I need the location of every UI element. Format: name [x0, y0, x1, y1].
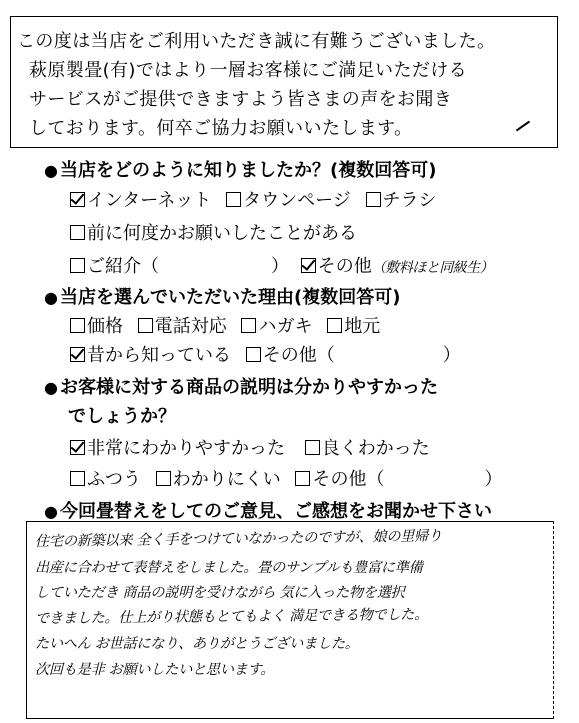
question-1-heading [44, 159, 436, 183]
question-1-options-row-1 [70, 189, 446, 213]
option-label: 昔から知っている [87, 345, 231, 366]
checkbox-icon[interactable] [70, 471, 85, 486]
option-flyer[interactable] [366, 189, 437, 213]
option-known-long[interactable] [70, 344, 231, 368]
option-label: ご紹介（ [87, 256, 159, 277]
checkbox-checked-icon[interactable] [70, 440, 85, 455]
intro-box [10, 16, 558, 148]
comment-line: 住宅の新築以来 全く手をつけていなかったのですが、娘の里帰り [34, 528, 443, 550]
paren-close: ） [271, 256, 289, 277]
option-label: 前に何度かお願いしたことがある [87, 223, 357, 244]
intro-line: 萩原製畳(有)ではより一層お客様にご満足いただける [29, 60, 468, 81]
option-referral[interactable] [70, 255, 159, 279]
comment-line: たいへん お世話になり、ありがとうございました。 [35, 636, 359, 653]
question-4-text: 今回畳替えをしてのご意見、ご感想をお聞かせ下さい [59, 501, 492, 522]
question-3-text-cont: でしょうか？ [68, 406, 176, 427]
question-3-options-row-2 [70, 468, 502, 492]
checkbox-icon[interactable] [241, 318, 256, 333]
intro-line: しております。何卒ご協力お願いいたします。 [29, 118, 413, 139]
question-3-heading-cont [68, 405, 176, 429]
checkbox-checked-icon[interactable] [70, 192, 85, 207]
option-local[interactable] [327, 315, 380, 339]
comment-line: 次回も是非 お願いしたいと思います。 [35, 661, 275, 678]
question-2-options-row-1 [70, 315, 389, 339]
option-label: その他（ [312, 469, 385, 490]
paren-close: ） [442, 345, 461, 366]
question-3-heading [44, 376, 438, 400]
option-label: ふつう [87, 469, 141, 490]
question-2-options-row-2 [70, 344, 461, 368]
option-label: チラシ [382, 190, 437, 211]
question-3-text: お客様に対する商品の説明は分かりやすかった [59, 377, 438, 398]
question-2-text: 当店を選んでいただいた理由(複数回答可) [59, 287, 401, 308]
checkbox-icon[interactable] [70, 225, 85, 240]
option-label: 良くわかった [321, 438, 430, 459]
checkbox-icon[interactable] [70, 258, 85, 273]
question-2-heading [44, 286, 400, 310]
other-handwritten-note: （敷料ほと同級生） [371, 260, 494, 276]
question-1-text: 当店をどのように知りましたか？(複数回答可) [59, 160, 437, 181]
comment-line: していただき 商品の説明を受けながら 気に入った物を選択 [35, 585, 405, 602]
intro-line: この度は当店をご利用いただき誠に有難うございました。 [17, 31, 496, 52]
option-label: その他（ [262, 345, 335, 366]
option-townpage[interactable] [226, 189, 351, 213]
question-1-options-row-3 [70, 255, 493, 280]
option-unclear[interactable] [156, 468, 281, 492]
comment-line: 出産に合わせて表替えをしました。畳のサンプルも豊富に準備 [35, 559, 423, 576]
option-label: 非常にわかりやすかった [87, 438, 285, 459]
option-clear[interactable] [305, 437, 430, 461]
bullet-icon: ● [44, 288, 58, 307]
bullet-icon: ● [44, 161, 58, 180]
option-internet[interactable] [70, 189, 211, 213]
checkbox-icon[interactable] [295, 471, 310, 486]
checkbox-icon[interactable] [138, 318, 153, 333]
checkbox-checked-icon[interactable] [301, 258, 316, 273]
checkbox-icon[interactable] [70, 318, 85, 333]
checkbox-icon[interactable] [366, 192, 381, 207]
question-3-options-row-1 [70, 437, 439, 461]
checkbox-icon[interactable] [226, 192, 241, 207]
checkbox-icon[interactable] [327, 318, 342, 333]
option-very-clear[interactable] [70, 437, 285, 461]
option-label: 価格 [87, 316, 123, 337]
option-label: 地元 [344, 316, 381, 337]
option-normal[interactable] [70, 468, 141, 492]
option-previous-customer[interactable] [70, 222, 357, 246]
checkbox-icon[interactable] [305, 440, 320, 455]
checkbox-checked-icon[interactable] [70, 347, 85, 362]
intro-line: サービスがご提供できますよう皆さまの声をお聞き [29, 89, 453, 110]
comment-box[interactable] [26, 521, 554, 719]
option-label: わかりにくい [172, 469, 281, 490]
option-postcard[interactable] [241, 315, 312, 339]
option-other[interactable] [246, 344, 335, 368]
option-other[interactable] [301, 255, 372, 279]
paren-close: ） [484, 469, 503, 490]
option-price[interactable] [70, 315, 123, 339]
comment-line: できました。仕上がり状態もとてもよく 満足できる物でした。 [34, 606, 429, 627]
bullet-icon: ● [44, 378, 58, 397]
checkbox-icon[interactable] [246, 347, 261, 362]
bullet-icon: ● [44, 502, 58, 521]
option-label: ハガキ [258, 316, 313, 337]
option-label: インターネット [87, 190, 212, 211]
checkbox-icon[interactable] [156, 471, 171, 486]
option-other[interactable] [295, 468, 384, 492]
option-label: 電話対応 [154, 316, 227, 337]
option-label: タウンページ [243, 190, 351, 211]
option-phone[interactable] [138, 315, 227, 339]
question-1-options-row-2 [70, 222, 366, 246]
option-label: その他 [317, 256, 372, 277]
